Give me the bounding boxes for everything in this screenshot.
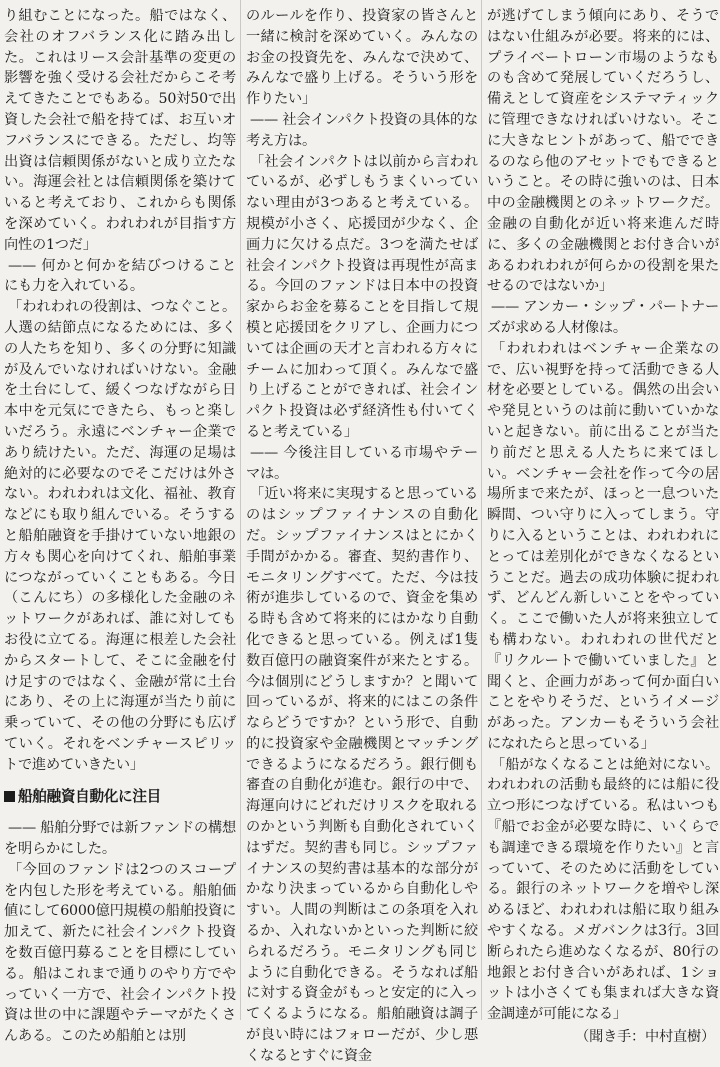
- interviewer-credit: （聞き手：中村直樹）: [575, 1029, 715, 1046]
- paragraph: のルールを作り、投資家の皆さんと一緒に検討を深めていく。みんなのお金の投資先を、みんなで決めて、みんなで盛り上げる。そういう形を作りたい」: [246, 8, 478, 108]
- square-bullet-icon: [4, 791, 15, 802]
- paragraph: 「今回のファンドは2つのスコープを内包した形を考えている。船舶価値にして6000億円規模の船舶投資に加えて、新たに社会インパクト投資を数百億円募ることを目標にしている。船はこれまで通りのやり方でやっていく一方で、社会インパクト投資は世の中に課題やテーマがたくさんある。このため船舶とは別: [4, 861, 236, 1045]
- column-divider: [481, 0, 482, 1020]
- interview-question: —— 船舶分野では新ファンドの構想を明らかにした。: [4, 820, 236, 858]
- paragraph: 「社会インパクトは以前から言われているが、必ずしもうまくいっていない理由が3つあると考えている。規模が小さく、応援団が少なく、企画力に欠ける点だ。3つを満たせば社会インパクト投資は再現性が高まる。今回のファンドは日本中の投資家からお金を募ることを目指して規模と応援団をクリアし、企画力については企画の天才と言われる方々にチームに加わって頂く。みんなで盛り上げることができれば、社会インパクト投資は必ず経済性も付いてくると考えている」: [246, 153, 478, 440]
- column-divider: [240, 0, 241, 1020]
- paragraph: が逃げてしまう傾向にあり、そうではない仕組みが必要。将来的には、プライベートローン市場のようなものも含めて発展していくだろうし、備えとして資産をシステマティックに管理できなければいけない。そこに大きなヒントがあって、船でできるのなら他のアセットでもできるということ。その時に強いのは、日本中の金融機関とのネットワークだ。金融の自動化が近い将来進んだ時に、多くの金融機関とお付き合いがあるわれわれが何らかの役割を果たせるのではないか」: [487, 8, 719, 295]
- paragraph: 「近い将来に実現すると思っているのはシップファイナンスの自動化だ。シップファイナンスはとにかく手間がかかる。審査、契約書作り、モニタリングすべて。ただ、今は技術が進歩しているので、資金を集める時も含めて将来的にはかなり自動化できると思っている。例えば1隻数百億円の融資案件が来たとする。今は個別にどうしますか？と聞いて回っているが、将来的にはこの条件ならどうですか？という形で、自動的に投資家や金融機関とマッチングできるようになるだろう。銀行側も審査の自動化が進む。銀行の中で、海運向けにどれだけリスクを取れるのかという判断も自動化されていくはずだ。契約書も同じ。シップファイナンスの契約書は基本的な部分がかなり決まっているから自動化しやすい。人間の判断はこの条項を入れるか、入れないかといった判断に絞られるだろう。モニタリングも同じように自動化できる。そうなれば船に対する資金がもっと安定的に入ってくるようになる。船舶融資は調子が良い時にはフォローだが、少し悪くなるとすぐに資金: [246, 486, 478, 1064]
- article-column-2: [246, 6, 478, 1064]
- paragraph: 「われわれはベンチャー企業なので、広い視野を持って活動できる人材を必要としている。偶然の出会いや発見というのは前に動いていかないと起きない。前に出ることが当たり前だと思える人たちに来てほしい。ベンチャー会社を作って今の居場所まで来たが、ほっと一息ついた瞬間、つい守りに入ってしまう。守りに入るということは、われわれにとっては差別化ができなくなるということだ。過去の成功体験に捉われず、どんどん新しいことをやっていく。ここで働いた人が将来独立しても構わない。われわれの世代だと『リクルートで働いていました』と聞くと、企画力があって何か面白いことをやりそうだ、というイメージがあった。アンカーもそういう会社になれたらと思っている」: [487, 340, 719, 752]
- paragraph: り組むことになった。船ではなく、会社のオフバランス化に踏み出した。これはリース会計基準の変更の影響を強く受ける会社だからこそ考えてきたことでもある。50対50で出資した会社で船を持てば、お互いオフバランスにできる。ただし、均等出資は信頼関係がないと成り立たない。海運会社とは信頼関係を築けていると考えており、これからも関係を深めていく。われわれが目指す方向性の1つだ」: [4, 8, 236, 253]
- interview-question: —— 社会インパクト投資の具体的な考え方は。: [246, 111, 478, 149]
- paragraph: 「われわれの役割は、つなぐこと。人選の結節点になるためには、多くの人たちを知り、多くの分野に知識が及んでいなければいけない。金融を土台にして、緩くつなげながら日本中を元気にできたら、もっと楽しいだろう。永遠にベンチャー企業であり続けたい。ただ、海運の足場は絶対的に必要なのでそこだけは外さない。われわれは文化、福祉、教育などにも取り組んでいる。そうすると船舶融資を手掛けていない地銀の方々も関心を向けてくれ、船舶事業につながっていくこともある。今日（こんにち）の多様化した金融のネットワークがあれば、誰に対してもお役に立てる。海運に根差した会社からスタートして、そこに金融を付け足すのではなく、金融が常に土台にあり、その上に海運が当たり前に乗っていて、その他の分野にも広げていく。それをベンチャースピリットで進めていきたい」: [4, 299, 236, 773]
- article-column-1: [4, 6, 236, 1045]
- section-heading-text: 船舶融資自動化に注目: [18, 788, 161, 806]
- interview-question: —— 何かと何かを結びつけることにも力を入れている。: [4, 257, 236, 295]
- interview-question: —— 今後注目している市場やテーマは。: [246, 444, 478, 482]
- article-column-3: [487, 6, 719, 1046]
- paragraph: 「船がなくなることは絶対にない。われわれの活動も最終的には船に役立つ形につなげている。私はいつも『船でお金が必要な時に、いくらでも調達できる環境を作りたい』と言っていて、そのために活動をしている。銀行のネットワークを増やし深めるほど、われわれは船に取り組みやすくなる。メガバンクは3行。3回断られたら進めなくなるが、80行の地銀とお付き合いがあれば、1ショットは小さくても集まれば大きな資金調達が可能になる」: [487, 756, 719, 1023]
- section-heading: [4, 787, 236, 808]
- interview-question: —— アンカー・シップ・パートナーズが求める人材像は。: [487, 299, 719, 336]
